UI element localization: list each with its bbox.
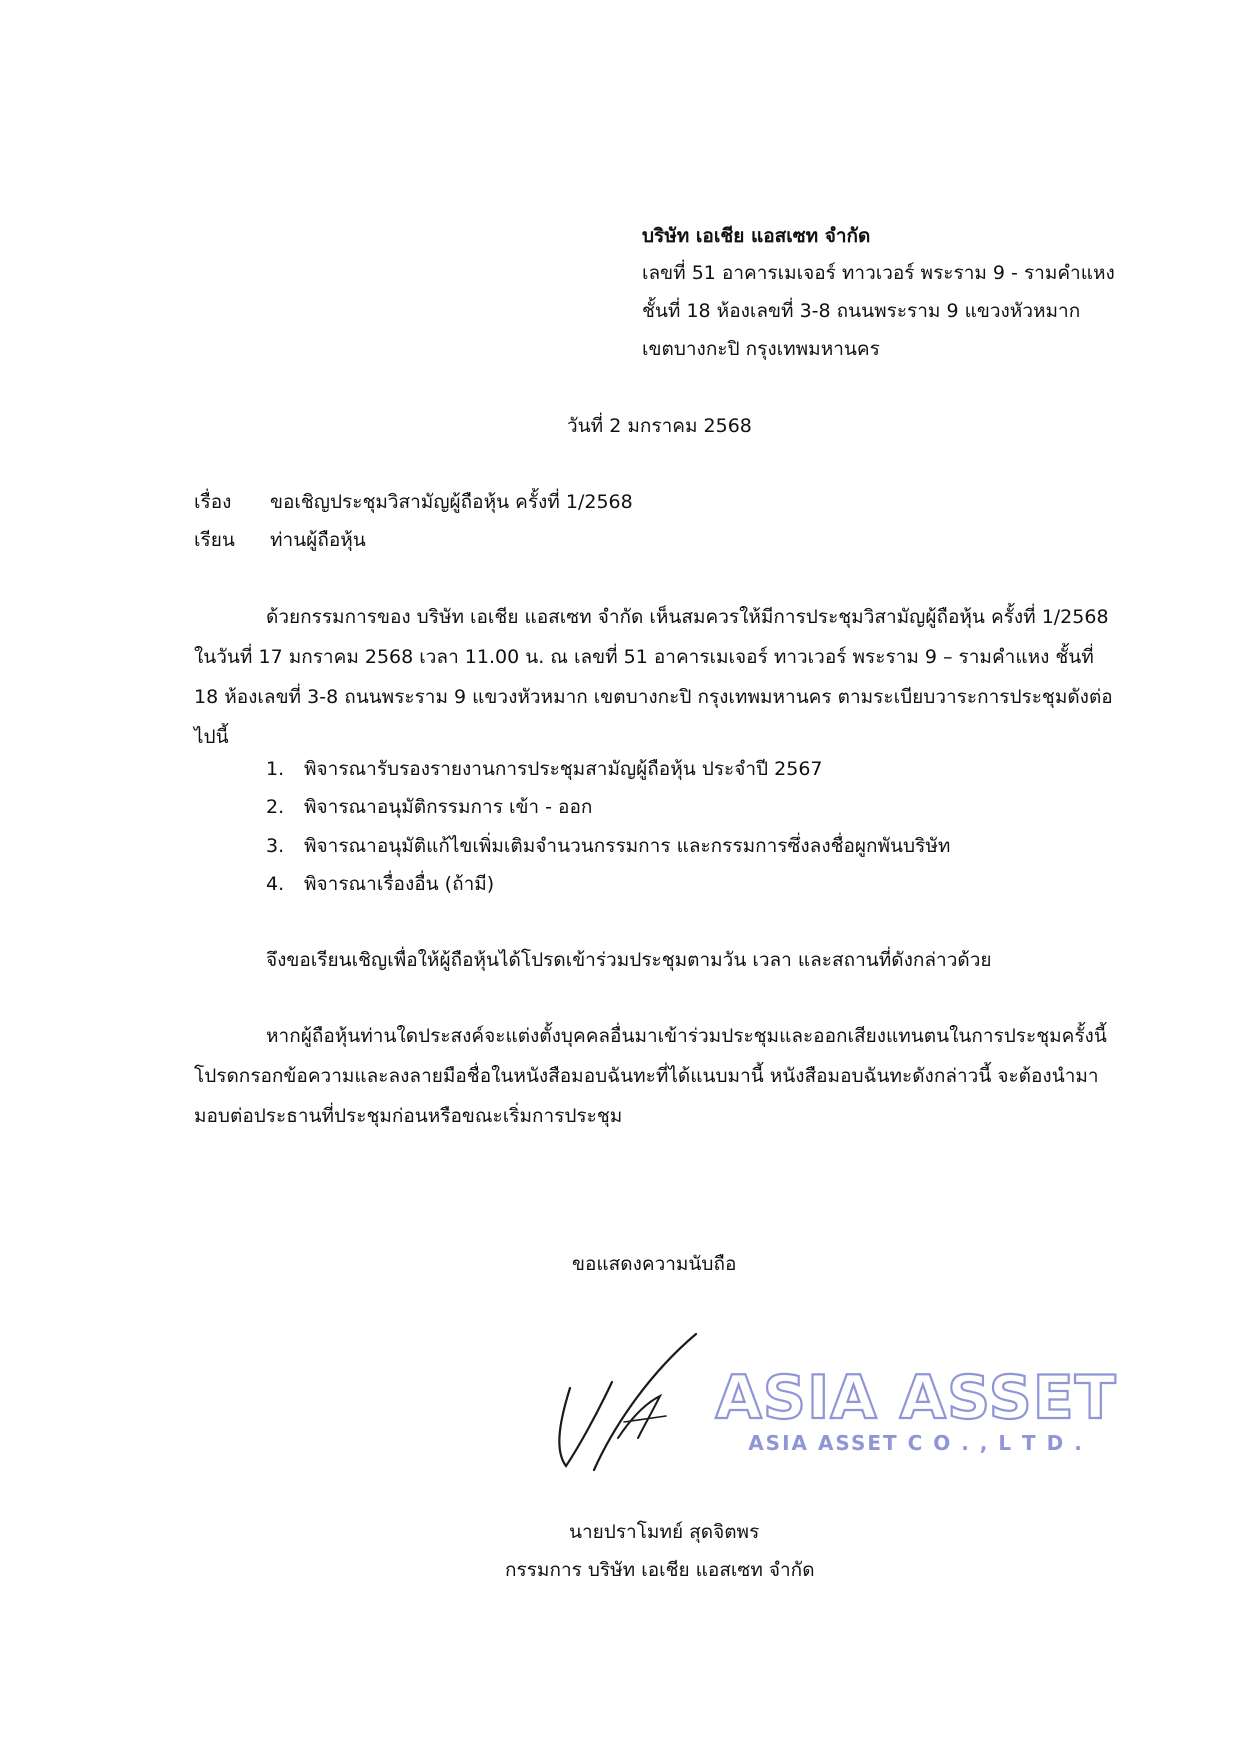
signatory-name: นายปราโมทย์ สุดจิตพร	[569, 1521, 760, 1543]
agenda-text: พิจารณาเรื่องอื่น (ถ้ามี)	[304, 873, 495, 895]
address-line-3: เขตบางกะปิ กรุงเทพมหานคร	[642, 338, 880, 360]
agenda-item	[266, 754, 823, 784]
company-stamp-logo	[715, 1360, 1117, 1460]
agenda-number: 1.	[266, 758, 285, 780]
agenda-number: 3.	[266, 835, 285, 857]
agenda-item	[266, 792, 592, 822]
closing-phrase: ขอแสดงความนับถือ	[572, 1253, 737, 1275]
recipient-label: เรียน	[194, 529, 235, 551]
stamp-sub-text: ASIA ASSET C O . , L T D .	[748, 1431, 1084, 1455]
subject-label: เรื่อง	[194, 491, 232, 513]
address-line-1: เลขที่ 51 อาคารเมเจอร์ ทาวเวอร์ พระราม 9 - รามคำแหง	[642, 262, 1115, 284]
agenda-number: 4.	[266, 873, 285, 895]
intro-paragraph: ด้วยกรรมการของ บริษัท เอเชีย แอสเซท จำกัด เห็นสมควรให้มีการประชุมวิสามัญผู้ถือหุ้น ครั้งที่ 1/2568 ในวันที่ 17 มกราคม 2568 เวลา 11.00 น. ณ เลขที่ 51 อาคารเมเจอร์ ทาวเวอร์ พระราม 9 – รามคำแหง ชั้นที่ 18 ห้องเลขที่ 3-8 ถนนพระราม 9 แขวงหัวหมาก เขตบางกะปิ กรุงเทพมหานคร ตามระเบียบวาระการประชุมดังต่อไปนี้	[194, 606, 1113, 748]
agenda-text: พิจารณาอนุมัติแก้ไขเพิ่มเติมจำนวนกรรมการ และกรรมการซึ่งลงชื่อผูกพันบริษัท	[304, 835, 951, 857]
recipient-text: ท่านผู้ถือหุ้น	[270, 529, 366, 551]
handwritten-signature	[548, 1330, 718, 1480]
agenda-item	[266, 869, 494, 899]
agenda-item	[266, 831, 950, 861]
signatory-title: กรรมการ บริษัท เอเชีย แอสเซท จำกัด	[505, 1559, 815, 1581]
recipient-line	[194, 525, 366, 555]
agenda-text: พิจารณาอนุมัติกรรมการ เข้า - ออก	[304, 796, 593, 818]
agenda-number: 2.	[266, 796, 285, 818]
address-line-2: ชั้นที่ 18 ห้องเลขที่ 3-8 ถนนพระราม 9 แขวงหัวหมาก	[642, 300, 1081, 322]
subject-line	[194, 487, 633, 517]
letter-date: วันที่ 2 มกราคม 2568	[567, 415, 752, 437]
invitation-paragraph: จึงขอเรียนเชิญเพื่อให้ผู้ถือหุ้นได้โปรดเข้าร่วมประชุมตามวัน เวลา และสถานที่ดังกล่าวด้วย	[266, 949, 992, 971]
subject-text: ขอเชิญประชุมวิสามัญผู้ถือหุ้น ครั้งที่ 1/2568	[270, 491, 633, 513]
agenda-text: พิจารณารับรองรายงานการประชุมสามัญผู้ถือหุ้น ประจำปี 2567	[304, 758, 823, 780]
stamp-logo-text: ASIA ASSET	[715, 1363, 1117, 1433]
proxy-paragraph: หากผู้ถือหุ้นท่านใดประสงค์จะแต่งตั้งบุคคลอื่นมาเข้าร่วมประชุมและออกเสียงแทนตนในการประชุมครั้งนี้ โปรดกรอกข้อความและลงลายมือชื่อในหนังสือมอบฉันทะที่ได้แนบมานี้ หนังสือมอบฉันทะดังกล่าวนี้ จะต้องนำมามอบต่อประธานที่ประชุมก่อนหรือขณะเริ่มการประชุม	[194, 1025, 1107, 1127]
company-name: บริษัท เอเชีย แอสเซท จำกัด	[642, 225, 871, 247]
